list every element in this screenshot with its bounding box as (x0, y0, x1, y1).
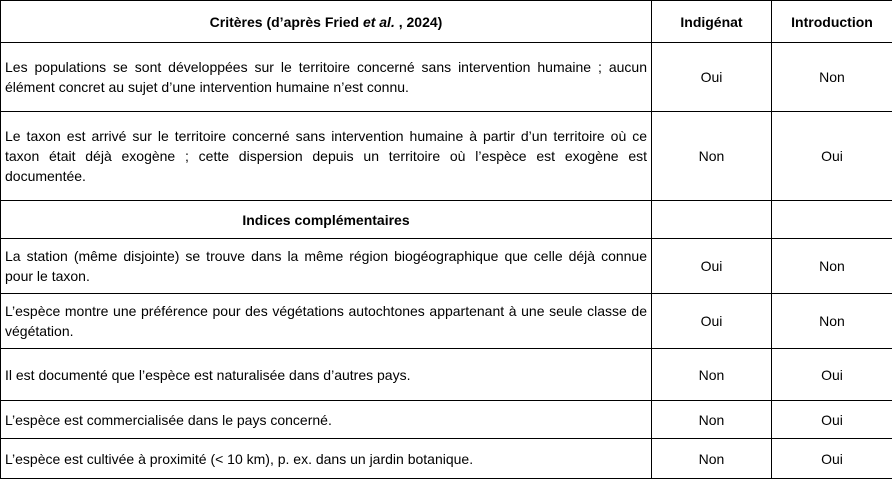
subheader-row (1, 201, 892, 239)
table-header-row (1, 1, 892, 43)
table-row (1, 294, 892, 349)
indigenat-value: Non (652, 439, 772, 479)
introduction-value: Non (772, 239, 892, 294)
introduction-value: Non (772, 43, 892, 112)
criterion-text: L’espèce est commercialisée dans le pays concerné. (1, 401, 652, 439)
introduction-value: Non (772, 294, 892, 349)
indigenat-value: Non (652, 112, 772, 201)
table-row (1, 239, 892, 294)
criterion-text: Il est documenté que l’espèce est naturalisée dans d’autres pays. (1, 349, 652, 401)
table-row (1, 349, 892, 401)
introduction-value: Oui (772, 349, 892, 401)
criterion-text: Le taxon est arrivé sur le territoire concerné sans intervention humaine à partir d’un territoire où ce taxon était déjà exogène ; cette dispersion depuis un territoire où l’espèce est exogène est documentée. (1, 112, 652, 201)
criterion-text: Les populations se sont développées sur le territoire concerné sans intervention humaine ; aucun élément concret au sujet d’une intervention humaine n’est connu. (1, 43, 652, 112)
introduction-value: Oui (772, 401, 892, 439)
header-criteria-italic: et al. (362, 13, 395, 30)
table-row (1, 439, 892, 479)
indigenat-value: Non (652, 349, 772, 401)
introduction-value: Oui (772, 439, 892, 479)
table-row (1, 43, 892, 112)
header-criteria-prefix: Critères (d’après Fried (209, 13, 363, 30)
introduction-value: Oui (772, 112, 892, 201)
indigenat-value: Oui (652, 239, 772, 294)
indigenat-value: Oui (652, 43, 772, 112)
header-indigenat: Indigénat (652, 1, 772, 43)
table-row (1, 401, 892, 439)
criterion-text: L’espèce montre une préférence pour des végétations autochtones appartenant à une seule classe de végétation. (1, 294, 652, 349)
indigenat-value: Oui (652, 294, 772, 349)
subheader-label: Indices complémentaires (1, 201, 652, 239)
header-criteria (1, 1, 652, 43)
table-row (1, 112, 892, 201)
header-criteria-suffix: , 2024) (394, 13, 443, 30)
indigenat-value: Non (652, 401, 772, 439)
criterion-text: La station (même disjointe) se trouve dans la même région biogéographique que celle déjà connue pour le taxon. (1, 239, 652, 294)
criterion-text: L’espèce est cultivée à proximité (< 10 km), p. ex. dans un jardin botanique. (1, 439, 652, 479)
subheader-empty-cell (772, 201, 892, 239)
subheader-empty-cell (652, 201, 772, 239)
header-introduction: Introduction (772, 1, 892, 43)
